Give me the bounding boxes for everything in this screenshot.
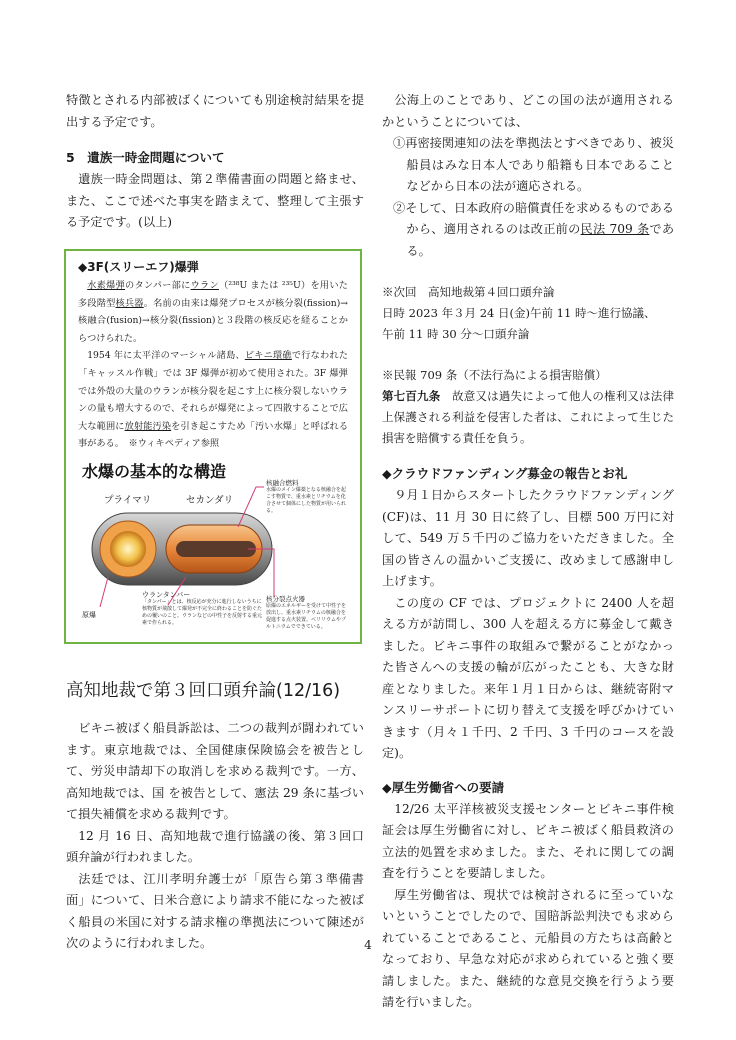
trigger-desc: 原爆のエネルギーを受けて中性子を放出し、重水素リチウムの核融合を促進する点火装置。ベリリウムやプルトニウムでできている。 [266, 602, 347, 630]
3f-bomb-box [64, 249, 362, 644]
mhlw-title: ◆厚生労働省への要請 [382, 779, 505, 795]
kochi-heading: 高知地裁で第３回口頭弁論(12/16) [66, 681, 341, 701]
trigger-title: 核分裂点火器 [266, 594, 305, 603]
fission-sparkplug [176, 541, 256, 557]
primary-core [110, 531, 146, 567]
page-number: 4 [364, 938, 372, 952]
mhlw-paragraph-2: 厚生労働省は、現状では検討されるに至っていないということでしたので、国賠訴訟判決でも求められていることであること、元船員の方たちは高齢となっており、早急な対応が求められていると強く要請しました。また、継続的な意見交換を行うよう要請を行いました。 [382, 887, 674, 1009]
box-paragraph-1: 水素爆弾のタンパー部にウラン（²³⁸U または ²³⁵U）を用いた多段階型核兵器。名前の由来は爆発プロセスが核分裂(fission)→核融合(fusion)→核分裂(fission)と３段階の核反応を経ることからつけられた。 [78, 280, 349, 344]
left-column-bottom [66, 718, 364, 955]
mhlw-paragraph-1: 12/26 太平洋核被災支援センターとビキニ事件検証会は厚生労働省に対し、ビキニ被ばく船員救済の立法的処置を求めました。また、それに関しての調査を行うことを要請しました。 [382, 801, 674, 880]
fuel-desc: 水爆のメイン爆薬となる核融合を起こす物質で、重水素とリチウムを化合させて個体にした物質が用いられる。 [266, 486, 347, 514]
list-item-2: ②そして、日本政府の賠償責任を求めるものであるから、適用されるのは改正前の民法 709 条である。 [392, 200, 675, 258]
continued-text: 公海上のことであり、どこの国の法が適用されるかということについては、 [382, 93, 674, 129]
civil-code-title: ※民報 709 条（不法行為による損害賠償） [382, 368, 607, 382]
secondary-label: セカンダリ [186, 494, 234, 506]
section-5-title: 5 遺族一時金問題について [66, 150, 225, 165]
crowdfunding-paragraph-1: ９月１日からスタートしたクラウドファンディング(CF)は、11 月 30 日に終了し、目標 500 万円に対して、549 万５千円のご協力をいただきました。全国の皆さんの温かいご支援に、改めまして感謝申し上げます。 [382, 488, 674, 588]
kochi-paragraph-3: 法廷では、江川孝明弁護士が「原告ら第３準備書面」について、日米合意により請求不能になった被ばく船員の米国に対する請求権の準拠法について陳述が次のように行われました。 [66, 871, 364, 950]
diagram-title: 水爆の基本的な構造 [82, 461, 227, 481]
fuel-title: 核融合燃料 [266, 478, 299, 487]
left-column-top [66, 90, 364, 234]
next-hearing-line-1: 日時 2023 年３月 24 日(金)午前 11 時～進行協議、 [382, 306, 656, 320]
primary-label: プライマリ [104, 494, 152, 506]
crowdfunding-title: ◆クラウドファンディング募金の報告とお礼 [382, 466, 628, 481]
next-hearing-line-2: 午前 11 時 30 分～口頭弁論 [382, 327, 530, 341]
next-hearing-title: ※次回 高知地裁第４回口頭弁論 [382, 285, 555, 299]
tamper-title: ウランタンパー [142, 590, 191, 599]
kochi-paragraph-1: ビキニ被ばく船員訴訟は、二つの裁判が闘われています。東京地裁では、全国健康保険協会を被告として、労災申請却下の取消しを求める裁判です。一方、高知地裁では、国 を被告として、憲法 29 条に基づいて損失補償を求める裁判です。 [66, 721, 364, 821]
crowdfunding-paragraph-2: この度の CF では、プロジェクトに 2400 人を超える方が訪問し、300 人を超える方に募金して戴きました。ビキニ事件の取組みで繋がることがなかった皆さんへの支援の輪が広がったことも、大きな財産となりました。来年１月１日からは、継続寄附マンスリーサポートに切り替えて支援を呼びかけていきます（月々１千円、2 千円、3 千円のコースを設定)。 [382, 595, 674, 760]
intro-text: 特徴とされる内部被ばくについても別途検討結果を提出する予定です。 [66, 93, 364, 129]
civil-code-text: 第七百九条 故意又は過失によって他人の権利又は法律上保護される利益を侵害した者は、これによって生じた損害を賠償する責任を負う。 [382, 389, 674, 445]
tamper-desc: 「タンパー」とは、核反応が充分に進行しないうちに核物質が飛散して爆発が不完全に終わることを防ぐための覆いのこと。ウランなどの中性子を反射する重元素で作られる。 [142, 598, 263, 626]
atomic-label: 原爆 [82, 610, 96, 619]
kochi-paragraph-2: 12 月 16 日、高知地裁で進行協議の後、第３回口頭弁論が行われました。 [66, 828, 364, 864]
box-title: ◆3F(スリーエフ)爆弾 [78, 260, 199, 274]
right-column [382, 90, 674, 1014]
section-5-body: 遺族一時金問題は、第２準備書面の問題と絡ませ、また、ここで述べた事実を踏まえて、整理して主張する予定です。(以上) [66, 172, 364, 229]
list-item-1: ①再密接関連知の法を準拠法とすべきであり、被災船員はみな日本人であり船籍も日本であることなどから日本の法が適応される。 [392, 136, 674, 193]
box-paragraph-2: 1954 年に太平洋のマーシャル諸島、ビキニ環礁で行なわれた「キャッスル作戦」では 3F 爆弾が初めて使用された。3F 爆弾では外殻の大量のウランが核分裂を起こす上に核分裂しないウランの量も増大するので、それらが爆発によって四散することで広大な範囲に放射能汚染を引き起こすため「汚い水爆」と呼ばれる事がある。 ※ウィキペディア参照 [78, 350, 349, 450]
h-bomb-diagram [78, 457, 348, 642]
